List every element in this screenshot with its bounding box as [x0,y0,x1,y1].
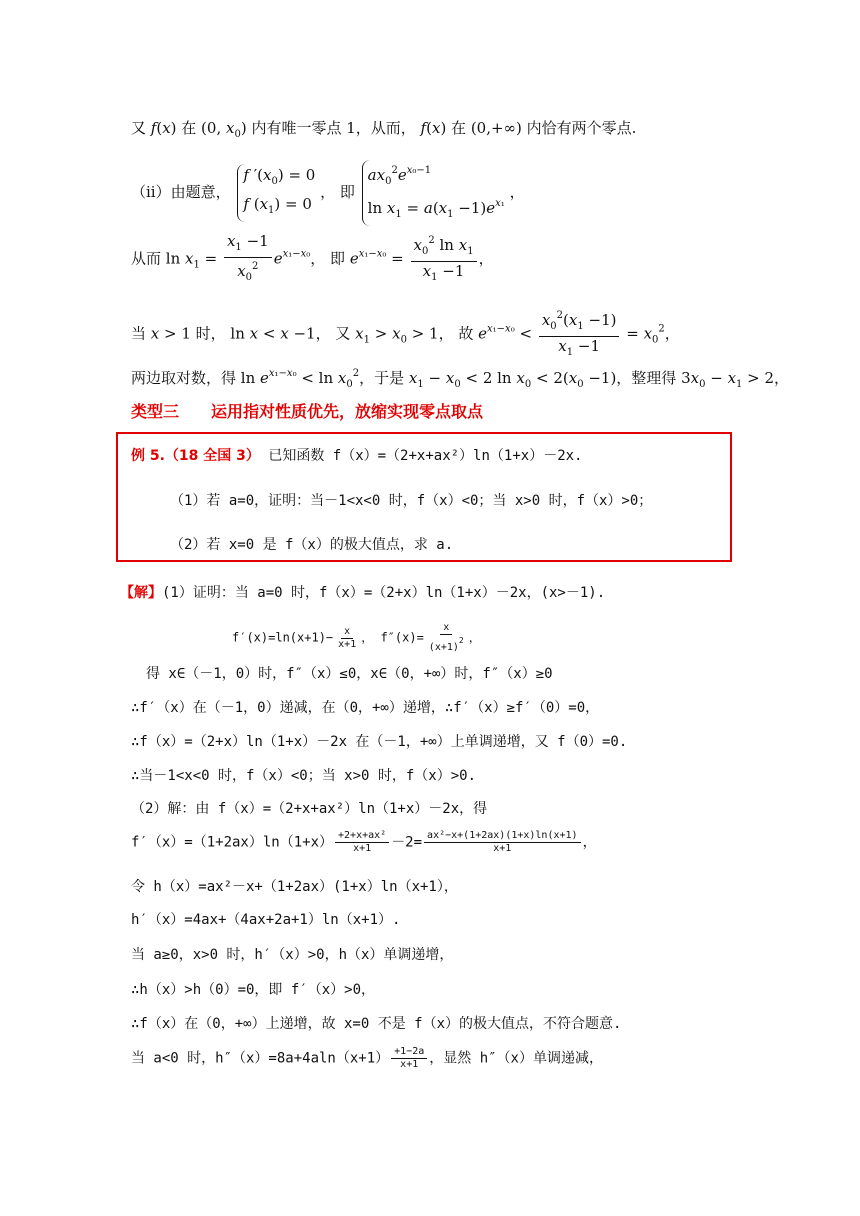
solution-line-8: f′（x）=（1+2ax）ln（1+x） $\frac{\text{+2+x+ax²}}{x+1}$ －2= $\frac{\text{ax²−x+(1+2ax)(1+x)ln(x+1)}}{x+1}$ ， [131,830,597,854]
solution-line-13: ∴f（x）在（0，+∞）上递增，故 x=0 不是 f（x）的极大值点，不符合题意. [131,1016,622,1032]
solution-line-12: ∴h（x）>h（0）=0，即 f′（x）>0， [131,982,376,998]
line-2-suffix: ， [509,183,525,201]
text-line-4: 当 x > 1 时， ln x < x −1， 又 $x_1 > x_0 > 1$， 故 $e^{x_1-x_0}$ < $\frac{x_0^2(x_1 -1)}{x_1 -1}$ = $x_0^2$， [131,307,680,362]
frac-numerator-long: $\frac{\text{ax²−x+(1+2ax)(1+x)ln(x+1)}}{x+1}$ [424,830,581,855]
eq-fprime: f $'(x_0) = 0$ [243,166,316,187]
solution-line-10: h′（x）=4ax+（4ax+2a+1）ln（x+1）. [131,912,401,928]
solution-1-text: (1）证明：当 a=0 时，f（x）=（2+x）ln（1+x）－2x，(x>－1). [162,585,606,601]
frac-x-over-x1: $\frac{x}{x+1}$ [338,625,357,650]
section-heading: 类型三 运用指对性质优先，放缩实现零点取点 [131,402,484,421]
eq-lnx1: $\ln x_1 = a(x_1 -1)e^{x_1}$ [367,198,505,220]
solution-line-2: f′(x)=ln(x+1)− $\frac{x}{x+1}$ ， f″(x)= $\frac{x}{(x+1)^2}$ ， [232,622,481,653]
frac-bound: $\frac{x_0^2(x_1 -1)}{x_1 -1}$ [539,307,620,362]
example-title [131,446,583,466]
frac-x0sq-lnx1: $\frac{x_0^2 \ln x_1}{x_1 -1}$ [411,232,477,287]
example-q2: （2）若 x=0 是 f（x）的极大值点，求 a. [170,537,454,553]
line-2-mid: ， 即 [320,183,355,201]
eq-f: f $(x_1) = 0$ [243,195,312,216]
solution-line-1 [120,583,605,603]
example-q1: （1）若 a=0，证明：当－1<x<0 时，f（x）<0；当 x>0 时，f（x）>0； [170,493,653,509]
frac-x-over-x1sq: $\frac{x}{(x+1)^2}$ [428,622,464,653]
example-label: 例 5.（18 全国 3） [131,448,260,464]
system-brace-1 [237,164,315,222]
solution-line-9: 令 h（x）=ax²－x+（1+2ax）(1+x）ln（x+1）， [131,879,458,895]
frac-1-2a: $\frac{+1-2a}{x+1}$ [391,1046,427,1071]
text-line-3: 从而 $\ln x_1$ = $\frac{x_1 -1}{x_0^2}$ $e^{x_1-x_0}$， 即 $e^{x_1-x_0}$ = $\frac{x_0^2 \ln x_1}{x_1 -1}$ ， [131,232,494,287]
solution-tag: 【解】 [120,585,162,601]
system-brace-2 [362,160,505,226]
line-2-prefix: （ii）由题意， [131,183,231,201]
solution-line-5: ∴f（x）=（2+x）ln（1+x）－2x 在（－1，+∞）上单调递增，又 f（0）=0. [131,734,628,750]
example-text: 已知函数 f（x）=（2+x+ax²）ln（1+x）－2x. [268,448,583,464]
frac-x1-over-x0sq: $\frac{x_1 -1}{x_0^2}$ [224,232,272,287]
text-line-1 [131,118,636,145]
solution-line-3: 得 x∈（－1，0）时，f″（x）≤0，x∈（0，+∞）时，f″（x）≥0 [146,666,553,682]
frac-2xax2: $\frac{\text{+2+x+ax²}}{x+1}$ [335,830,389,855]
solution-line-11: 当 a≥0，x>0 时，h′（x）>0，h（x）单调递增， [131,947,454,963]
eq-ax0: $ax_0^2e^{x_0-1}$ [367,165,432,187]
solution-line-4: ∴f′（x）在（－1，0）递减，在（0，+∞）递增，∴f′（x）≥f′（0）=0， [131,700,600,716]
text-line-2 [131,160,525,226]
solution-line-6: ∴当－1<x<0 时，f（x）<0；当 x>0 时，f（x）>0. [131,768,477,784]
solution-line-7: （2）解：由 f（x）=（2+x+ax²）ln（1+x）－2x，得 [131,801,488,817]
line-1-content: 又 f(x) 在 (0, $x_0$) 内有唯一零点 1，从而， f(x) 在 (0,+∞) 内恰有两个零点. [131,119,637,140]
solution-line-14: 当 a<0 时，h″（x）=8a+4aln（x+1） $\frac{+1-2a}{x+1}$ ，显然 h″（x）单调递减， [131,1046,603,1070]
text-line-5: 两边取对数，得 $\ln e^{x_1-x_0} < \ln x_0^2$，于是 $x_1 - x_0 < 2$ $\ln x_0 < 2(x_0 -1)$，整理得 $3x_0 - x_1 > 2$， [131,368,790,390]
